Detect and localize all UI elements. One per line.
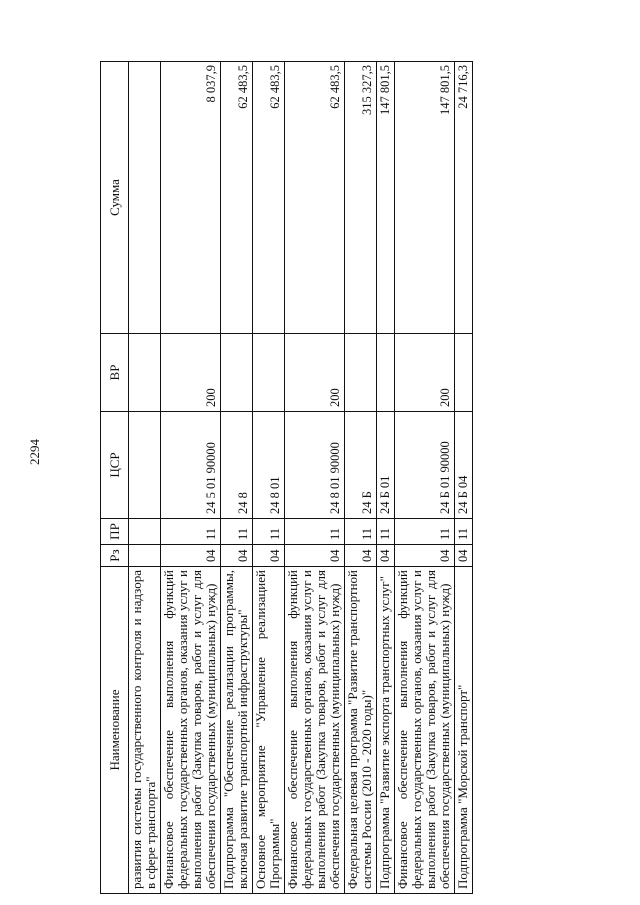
table-row xyxy=(285,62,345,894)
row-sum: 62 483,5 xyxy=(221,62,253,334)
row-sum: 315 327,3 xyxy=(345,62,377,334)
row-rz: 04 xyxy=(377,545,395,567)
row-vr xyxy=(345,334,377,412)
row-pr: 11 xyxy=(345,519,377,545)
row-name: Подпрограмма "Обеспечение реализации программы, включая развитие транспортной инфраструктуры" xyxy=(221,567,253,894)
row-csr: 24 8 01 90000 xyxy=(285,412,345,519)
row-csr xyxy=(129,412,161,519)
row-sum xyxy=(129,62,161,334)
row-rz: 04 xyxy=(455,545,473,567)
row-sum: 62 483,5 xyxy=(253,62,285,334)
header-vr: ВР xyxy=(101,334,129,412)
row-vr xyxy=(455,334,473,412)
row-pr: 11 xyxy=(455,519,473,545)
row-rz: 04 xyxy=(253,545,285,567)
row-rz xyxy=(129,545,161,567)
table-row xyxy=(345,62,377,894)
row-sum: 8 037,9 xyxy=(161,62,221,334)
table-row xyxy=(129,62,161,894)
table-header-row xyxy=(101,62,129,894)
row-vr xyxy=(129,334,161,412)
row-csr: 24 Б 01 xyxy=(377,412,395,519)
row-sum: 24 716,3 xyxy=(455,62,473,334)
row-csr: 24 Б 01 90000 xyxy=(395,412,455,519)
header-pr: ПР xyxy=(101,519,129,545)
row-vr xyxy=(377,334,395,412)
row-pr: 11 xyxy=(285,519,345,545)
budget-table xyxy=(100,61,473,894)
table-row xyxy=(455,62,473,894)
header-csr: ЦСР xyxy=(101,412,129,519)
row-csr: 24 Б xyxy=(345,412,377,519)
row-csr: 24 8 xyxy=(221,412,253,519)
row-rz: 04 xyxy=(221,545,253,567)
table-row xyxy=(395,62,455,894)
row-vr xyxy=(221,334,253,412)
row-sum: 147 801,5 xyxy=(395,62,455,334)
header-sum: Сумма xyxy=(101,62,129,334)
row-name: Финансовое обеспечение выполнения функций федеральных государственных органов, оказания услуг и выполнения работ (Закупка товаров, работ и услуг для обеспечения государственных (муниципальных) нужд) xyxy=(161,567,221,894)
row-csr: 24 Б 04 xyxy=(455,412,473,519)
row-vr: 200 xyxy=(161,334,221,412)
row-name: Подпрограмма "Морской транспорт" xyxy=(455,567,473,894)
row-name: Подпрограмма "Развитие экспорта транспортных услуг" xyxy=(377,567,395,894)
row-name: развития системы государственного контроля и надзора в сфере транспорта" xyxy=(129,567,161,894)
row-pr: 11 xyxy=(253,519,285,545)
header-name: Наименование xyxy=(101,567,129,894)
row-pr xyxy=(129,519,161,545)
row-name: Федеральная целевая программа "Развитие транспортной системы России (2010 - 2020 годы)" xyxy=(345,567,377,894)
row-sum: 62 483,5 xyxy=(285,62,345,334)
page-number: 2294 xyxy=(27,439,42,465)
row-vr: 200 xyxy=(285,334,345,412)
row-csr: 24 8 01 xyxy=(253,412,285,519)
row-rz: 04 xyxy=(161,545,221,567)
table-row xyxy=(253,62,285,894)
row-rz: 04 xyxy=(285,545,345,567)
row-pr: 11 xyxy=(377,519,395,545)
row-name: Основное мероприятие "Управление реализацией Программы" xyxy=(253,567,285,894)
table-row xyxy=(221,62,253,894)
row-pr: 11 xyxy=(395,519,455,545)
row-pr: 11 xyxy=(161,519,221,545)
row-name: Финансовое обеспечение выполнения функций федеральных государственных органов, оказания услуг и выполнения работ (Закупка товаров, работ и услуг для обеспечения государственных (муниципальных) нужд) xyxy=(285,567,345,894)
row-rz: 04 xyxy=(345,545,377,567)
row-pr: 11 xyxy=(221,519,253,545)
table-row xyxy=(161,62,221,894)
rotated-table-container xyxy=(100,62,640,894)
row-name: Финансовое обеспечение выполнения функций федеральных государственных органов, оказания услуг и выполнения работ (Закупка товаров, работ и услуг для обеспечения государственных (муниципальных) нужд) xyxy=(395,567,455,894)
table-row xyxy=(377,62,395,894)
row-rz: 04 xyxy=(395,545,455,567)
row-csr: 24 5 01 90000 xyxy=(161,412,221,519)
row-vr xyxy=(253,334,285,412)
header-rz: Рз xyxy=(101,545,129,567)
row-vr: 200 xyxy=(395,334,455,412)
row-sum: 147 801,5 xyxy=(377,62,395,334)
